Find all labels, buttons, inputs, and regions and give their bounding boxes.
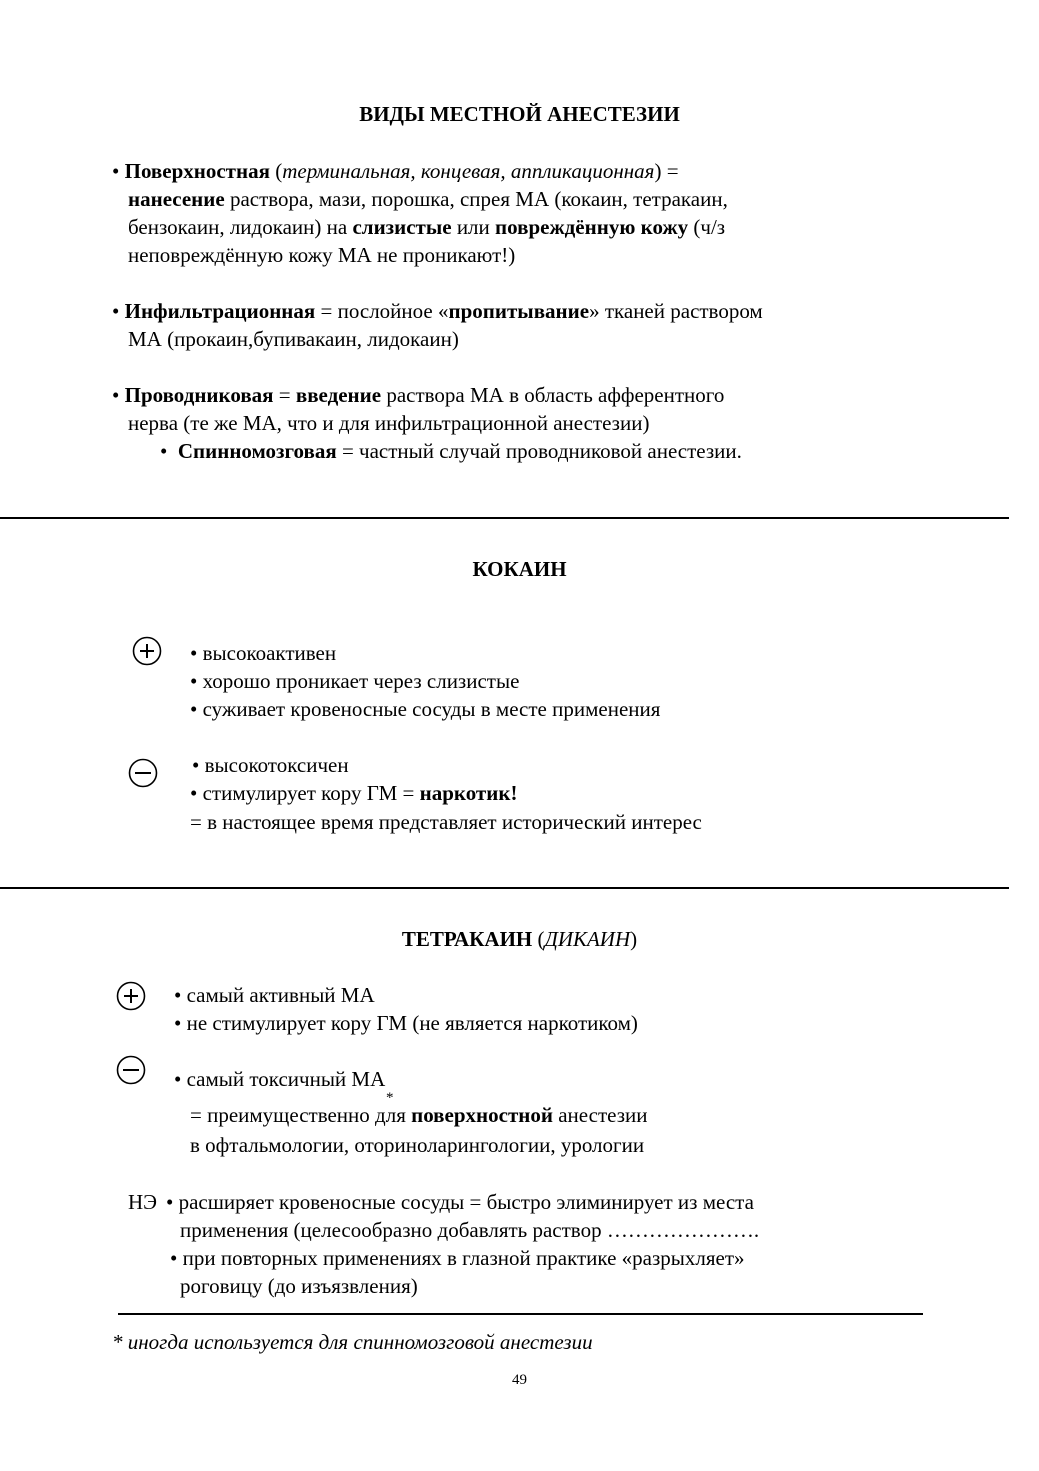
tetracaine-minus-item: • самый токсичный МА [174, 1067, 386, 1091]
side-effects-label: НЭ [128, 1190, 158, 1214]
tetracaine-plus-item-1: • самый активный МА [174, 983, 375, 1007]
tetracaine-plus-item-2: • не стимулирует кору ГМ (не является наркотиком) [174, 1011, 638, 1035]
cocaine-minus-item-2: • стимулирует кору ГМ = наркотик! [190, 781, 518, 805]
section-title-tetracaine: ТЕТРАКАИН (ДИКАИН) [401, 927, 638, 951]
minus-circle-icon [128, 758, 158, 788]
bullet: • [112, 159, 120, 183]
tetracaine-use-line2: в офтальмологии, оториноларингологии, урологии [190, 1133, 645, 1157]
sub-bullet-spinal: • Спинномозговая = частный случай проводниковой анестезии. [160, 439, 742, 463]
divider-line [0, 517, 1009, 519]
bullet: • [160, 439, 168, 463]
cocaine-plus-item-3: • суживает кровеносные сосуды в месте применения [190, 697, 661, 721]
side-effect-1-line2: применения (целесообразно добавлять раствор …………………. [180, 1218, 760, 1242]
bullet-conduction-line1: • Проводниковая = введение раствора МА в область афферентного [112, 383, 725, 407]
surface-synonyms: терминальная, концевая, аппликационная [282, 159, 655, 183]
footnote: * иногда используется для спинномозговой анестезии [112, 1330, 593, 1354]
bullet: • [112, 383, 120, 407]
side-effect-2-line2: роговицу (до изъязвления) [180, 1274, 418, 1298]
bullet-surface-line4: неповреждённую кожу МА не проникают!) [128, 243, 516, 267]
term-surface: Поверхностная [124, 159, 270, 183]
term-infiltration: Инфильтрационная [124, 299, 316, 323]
divider-line [0, 887, 1009, 889]
bullet-surface-line3: бензокаин, лидокаин) на слизистые или повреждённую кожу (ч/з [128, 215, 726, 239]
cocaine-minus-item-1: • высокотоксичен [192, 753, 349, 777]
title-dicaine: ДИКАИН [544, 927, 631, 951]
minus-circle-icon [116, 1055, 146, 1085]
cocaine-plus-item-2: • хорошо проникает через слизистые [190, 669, 520, 693]
bullet-infiltration-line2: МА (прокаин,бупивакаин, лидокаин) [128, 327, 459, 351]
term-spinal: Спинномозговая [177, 439, 337, 463]
cocaine-conclusion: = в настоящее время представляет исторический интерес [190, 810, 702, 834]
bullet-conduction-line2: нерва (те же МА, что и для инфильтрационной анестезии) [128, 411, 650, 435]
footnote-divider [118, 1313, 923, 1315]
section-title-local-anesthesia: ВИДЫ МЕСТНОЙ АНЕСТЕЗИИ [359, 102, 680, 126]
tetracaine-use-line1: = преимущественно для поверхностной анестезии [190, 1103, 648, 1127]
page-number: 49 [512, 1372, 527, 1388]
bullet: • [112, 299, 120, 323]
bullet-surface-line2: нанесение раствора, мази, порошка, спрея МА (кокаин, тетракаин, [128, 187, 728, 211]
footnote-asterisk: * [386, 1090, 394, 1106]
term-conduction: Проводниковая [124, 383, 274, 407]
plus-circle-icon [116, 981, 146, 1011]
plus-circle-icon [132, 636, 162, 666]
cocaine-plus-item-1: • высокоактивен [190, 641, 337, 665]
side-effect-2-line1: • при повторных применениях в глазной практике «разрыхляет» [170, 1246, 745, 1270]
narcotic-label: наркотик! [419, 781, 518, 805]
bullet-infiltration-line1: • Инфильтрационная = послойное «пропитывание» тканей раствором [112, 299, 763, 323]
section-title-cocaine: КОКАИН [472, 557, 567, 581]
bullet-surface-line1: • Поверхностная (терминальная, концевая, аппликационная) = [112, 159, 679, 183]
side-effect-1-line1: • расширяет кровеносные сосуды = быстро элиминирует из места [166, 1190, 754, 1214]
